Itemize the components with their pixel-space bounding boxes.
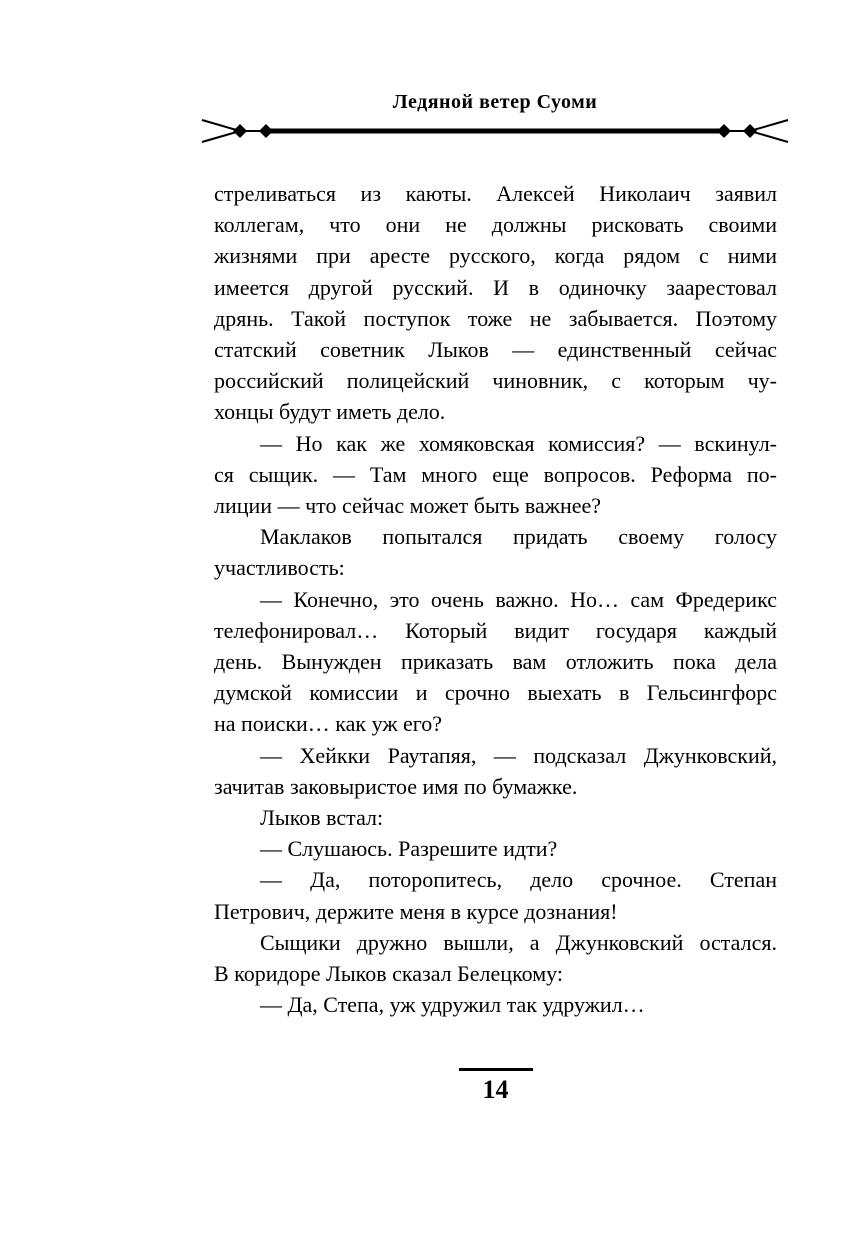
text-line: на поиски… как уж его? bbox=[214, 711, 443, 737]
text-line: участливость: bbox=[214, 555, 345, 581]
text-line: статский советник Лыков — единственный сейчас bbox=[214, 337, 777, 363]
text-line: думской комиссии и срочно выехать в Гельсингфорс bbox=[214, 680, 777, 706]
paragraph bbox=[214, 802, 777, 833]
paragraph bbox=[214, 521, 777, 583]
paragraph bbox=[214, 584, 777, 740]
text-line: хонцы будут иметь дело. bbox=[214, 399, 446, 425]
text-line: — Слушаюсь. Разрешите идти? bbox=[260, 836, 558, 862]
text-line: зачитав заковыристое имя по бумажке. bbox=[214, 773, 578, 799]
text-line: стреливаться из каюты. Алексей Николаич заявил bbox=[214, 181, 777, 206]
paragraph bbox=[214, 428, 777, 522]
page-number: 14 bbox=[482, 1075, 509, 1104]
text-line: дрянь. Такой поступок тоже не забывается. Поэтому bbox=[214, 305, 777, 331]
text-line: Петрович, держите меня в курсе дознания! bbox=[214, 898, 618, 924]
text-line: Сыщики дружно вышли, а Джунковский остался. bbox=[260, 929, 777, 955]
running-title: Ледяной ветер Суоми bbox=[392, 91, 598, 113]
text-line: — Да, поторопитесь, дело срочное. Степан bbox=[260, 867, 777, 893]
text-line: день. Вынужден приказать вам отложить пока дела bbox=[214, 649, 777, 675]
text-line: — Конечно, это очень важно. Но… сам Фредерикс bbox=[260, 586, 777, 612]
paragraph bbox=[214, 833, 777, 864]
paragraph bbox=[214, 740, 777, 802]
text-line: — Но как же хомяковская комиссия? — вскинул- bbox=[260, 430, 777, 456]
text-line: телефонировал… Который видит государя каждый bbox=[214, 617, 777, 643]
footer-rule bbox=[459, 1068, 533, 1071]
paragraph bbox=[214, 178, 777, 428]
text-line: российский полицейский чиновник, с которым чу- bbox=[214, 368, 777, 394]
page-footer bbox=[214, 1068, 777, 1105]
text-line: В коридоре Лыков сказал Белецкому: bbox=[214, 961, 563, 987]
text-line: — Хейкки Раутапяя, — подсказал Джунковский, bbox=[260, 742, 777, 768]
text-line: — Да, Степа, уж удружил так удружил… bbox=[260, 992, 645, 1018]
text-line: жизнями при аресте русского, когда рядом с ними bbox=[214, 243, 777, 269]
paragraph bbox=[214, 864, 777, 926]
text-line: коллегам, что они не должны рисковать своими bbox=[214, 212, 777, 238]
text-line: имеется другой русский. И в одиночку заарестовал bbox=[214, 274, 777, 300]
text-line: Лыков встал: bbox=[260, 805, 384, 831]
text-line: Маклаков попытался придать своему голосу bbox=[260, 524, 777, 550]
paragraph bbox=[214, 989, 777, 1020]
page-header bbox=[200, 0, 790, 145]
header-rule-ornament bbox=[200, 117, 790, 145]
text-body bbox=[214, 178, 777, 1020]
text-line: лиции — что сейчас может быть важнее? bbox=[214, 493, 602, 519]
paragraph bbox=[214, 927, 777, 989]
text-line: ся сыщик. — Там много еще вопросов. Реформа по- bbox=[214, 461, 777, 487]
